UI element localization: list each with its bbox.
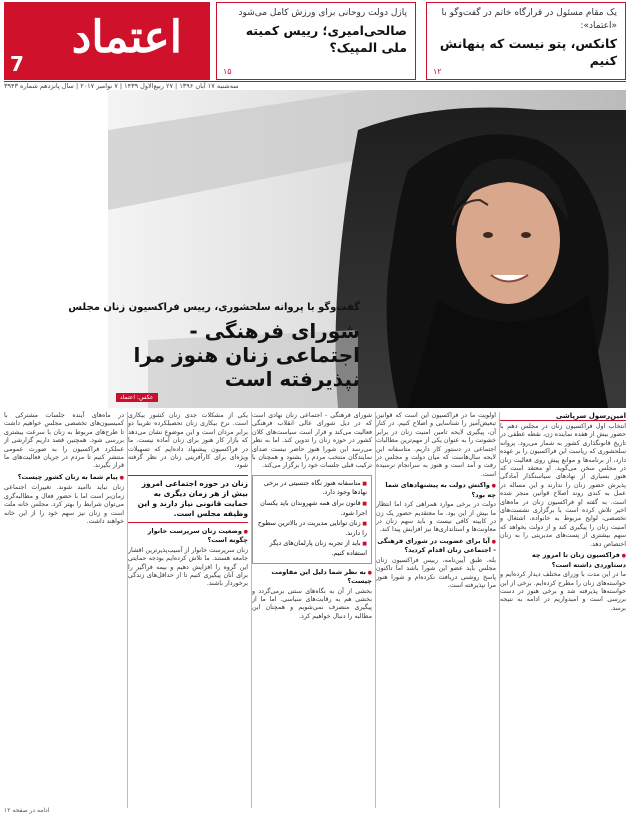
article-text: زنان نباید ناامید شوند. تغییرات اجتماعی زمان‌بر است اما با حضور فعال و مطالبه‌گری می‌توان شرایط را بهتر کرد. مجلس خانه ملت است و زنان نیز سهم خود را از این خانه خواهند داشت. bbox=[4, 484, 124, 525]
teaser-kicker: پازل دولت روحانی برای ورزش کامل می‌شود bbox=[238, 8, 407, 18]
teaser-page-number: ۱۲ bbox=[433, 67, 442, 76]
interview-question: ● فراکسیون زنان تا امروز چه دستاوردی داشته است؟ bbox=[500, 551, 626, 569]
teaser-sport[interactable] bbox=[216, 2, 416, 80]
interview-question: ● وضعیت زنان سرپرست خانوار چگونه است؟ bbox=[128, 527, 248, 545]
byline: امین‌رسول سرپاشی bbox=[500, 412, 626, 421]
article-text: در ماه‌های آینده جلسات مشترکی با کمیسیون‌های تخصصی مجلس خواهیم داشت تا طرح‌های مربوط به زنان با سرعت بیشتری بررسی شود. همچنین قصد داریم گزارشی از عملکرد فراکسیون را به صورت عمومی منتشر کنیم تا مردم در جریان فعالیت‌های ما قرار بگیرند. bbox=[4, 412, 124, 470]
article-text: اولویت ما در فراکسیون این است که قوانین تبعیض‌آمیز را شناسایی و اصلاح کنیم. در کنار آن، پیگیری لایحه تامین امنیت زنان در برابر خشونت را به عنوان یکی از مهم‌ترین مطالبات اجتماعی در دستور کار داریم. متاسفانه این لایحه سال‌هاست که میان دولت و مجلس در رفت و آمد است و هنوز به سرانجام نرسیده است. bbox=[376, 412, 496, 478]
article-column-2 bbox=[376, 412, 496, 808]
teaser-kansas[interactable] bbox=[426, 2, 626, 80]
article-column-1 bbox=[500, 412, 626, 808]
article-text: دولت در برخی موارد همراهی کرد اما انتظار ما بیش از این بود. ما معتقدیم حضور یک زن در کابینه کافی نیست و باید سهم زنان در معاونت‌ها و استانداری‌ها نیز افزایش پیدا کند. bbox=[376, 501, 496, 534]
article-text: یکی از مشکلات جدی زنان کشور بیکاری است. نرخ بیکاری زنان تحصیلکرده تقریبا دو برابر مردان است و این موضوع نشان می‌دهد که بازار کار هنوز برای زنان آماده نیست. ما در فراکسیون پیشنهاد داده‌ایم که تسهیلات ویژه‌ای برای کارآفرینی زنان در نظر گرفته شود. bbox=[128, 412, 248, 470]
article-column-3 bbox=[252, 412, 372, 808]
pull-quote-text: زنان در حوزه اجتماعی امروز بیش از هر زمان دیگری به حمایت قانونی نیاز دارند و این وظیفه مجلس است. bbox=[137, 478, 248, 518]
highlight-item: ■ قانون برای همه شهروندان باید یکسان اجرا شود. bbox=[257, 499, 367, 517]
article-column-4 bbox=[128, 412, 248, 808]
interview-question: ● آیا برای عضویت در شورای فرهنگی - اجتماعی زنان اقدام کردید؟ bbox=[376, 537, 496, 555]
highlight-item: ■ متاسفانه هنوز نگاه جنسیتی در برخی نهادها وجود دارد. bbox=[257, 479, 367, 497]
pull-quote bbox=[128, 475, 248, 523]
article-text: ما در این مدت با وزرای مختلف دیدار کرده‌ایم و خواسته‌های زنان را مطرح کرده‌ایم. برخی از این خواسته‌ها پذیرفته شد و برخی هنوز در دست بررسی است و امیدواریم در ادامه به نتیجه برسد. bbox=[500, 571, 626, 612]
article-text: زنان سرپرست خانوار از آسیب‌پذیرترین اقشار جامعه هستند. ما تلاش کرده‌ایم بودجه حمایتی این گروه را افزایش دهیم و بیمه فراگیر را برای آنان پیگیری کنیم تا از حداقل‌های زندگی برخوردار باشند. bbox=[128, 546, 248, 588]
article-column-5 bbox=[4, 412, 124, 808]
hero-kicker: گفت‌وگو با پروانه سلحشوری، رییس فراکسیون زنان مجلس bbox=[68, 302, 360, 313]
teaser-headline: صالحی‌امیری؛ رییس کمیته ملی المپیک؟ bbox=[245, 23, 407, 55]
teaser-headline: کانکس، پتو نیست که پنهانش کنیم bbox=[439, 36, 617, 68]
column-rule bbox=[251, 412, 252, 808]
newspaper-logo bbox=[4, 2, 210, 80]
highlight-item: ■ باید از تجربه زنان پارلمان‌های دیگر استفاده کنیم. bbox=[257, 539, 367, 557]
column-rule bbox=[375, 412, 376, 808]
hero-headline-block bbox=[68, 302, 360, 391]
column-rule bbox=[499, 412, 500, 808]
interview-question: ● واکنش دولت به پیشنهادهای شما چه بود؟ bbox=[376, 481, 496, 499]
highlights-box bbox=[252, 475, 372, 564]
hero-title: شورای فرهنگی - اجتماعی زنان هنوز مرا نپذیرفته است bbox=[133, 319, 360, 391]
article-text: انتخاب اول فراکسیون زنان در مجلس دهم با حضور بیش از هفده نماینده زن، نقطه عطفی در تاریخ قانونگذاری کشور به شمار می‌رود. پروانه سلحشوری که ریاست این فراکسیون را بر عهده دارد، از برنامه‌ها و موانع پیش روی فعالیت زنان در مجلس سخن می‌گوید. او معتقد است که هنوز بسیاری از نهادهای سیاستگذار آمادگی پذیرش حضور زنان را ندارند و این مساله در عمل به کندی روند اصلاح قوانین منجر شده است. به گفته او فراکسیون زنان در ماه‌های اخیر تلاش کرده است با برگزاری نشست‌های تخصصی، لوایح مربوط به خانواده، اشتغال و امنیت زنان را پیگیری کند و از دولت بخواهد که سهم بیشتری از پست‌های مدیریتی را به زنان اختصاص دهد. bbox=[500, 423, 626, 548]
highlight-item: ■ زنان توانایی مدیریت در بالاترین سطوح را دارند. bbox=[257, 519, 367, 537]
column-rule bbox=[127, 412, 128, 808]
interview-question: ● پیام شما به زنان کشور چیست؟ bbox=[4, 473, 124, 483]
page-number: 7 bbox=[10, 52, 24, 76]
interview-question: ● به نظر شما دلیل این مقاومت چیست؟ bbox=[252, 568, 372, 586]
article-text: شورای فرهنگی - اجتماعی زنان نهادی است که در ذیل شورای عالی انقلاب فرهنگی فعالیت می‌کند و قرار است سیاست‌های کلان کشور در حوزه زنان را تدوین کند. اما به نظر می‌رسد این شورا هنوز حاضر نیست صدای نمایندگان منتخب مردم را بشنود و همچنان با ترکیب قبلی جلسات خود را برگزار می‌کند. bbox=[252, 412, 372, 470]
logo-wordmark: اعتماد bbox=[71, 12, 182, 63]
hero-photo bbox=[68, 90, 626, 408]
continued-link[interactable]: ادامه در صفحه ۱۲ bbox=[4, 807, 50, 814]
masthead bbox=[0, 0, 630, 88]
dateline: سه‌شنبه ۱۷ آبان ۱۳۹۶ | ۲۷ ربیع‌الاول ۱۴۳۹ | ۷ نوامبر ۲۰۱۷ | سال پانزدهم شماره ۳۹۴۳ bbox=[4, 81, 626, 89]
teaser-kicker: یک مقام مسئول در قرارگاه خاتم در گفت‌وگو با «اعتماد»: bbox=[441, 8, 617, 31]
teaser-page-number: ۱۵ bbox=[223, 67, 232, 76]
photo-credit: عکس: اعتماد bbox=[116, 393, 158, 402]
article-text: بله، طبق آیین‌نامه، رییس فراکسیون زنان مجلس باید عضو این شورا باشد اما تاکنون پاسخ روشنی دریافت نکرده‌ام و شورا هنوز مرا نپذیرفته است. bbox=[376, 556, 496, 590]
article-text: بخشی از آن به نگاه‌های سنتی برمی‌گردد و بخشی هم به رقابت‌های سیاسی. اما ما از پیگیری منصرف نمی‌شویم و همچنان این مطالبه را دنبال خواهیم کرد. bbox=[252, 587, 372, 620]
